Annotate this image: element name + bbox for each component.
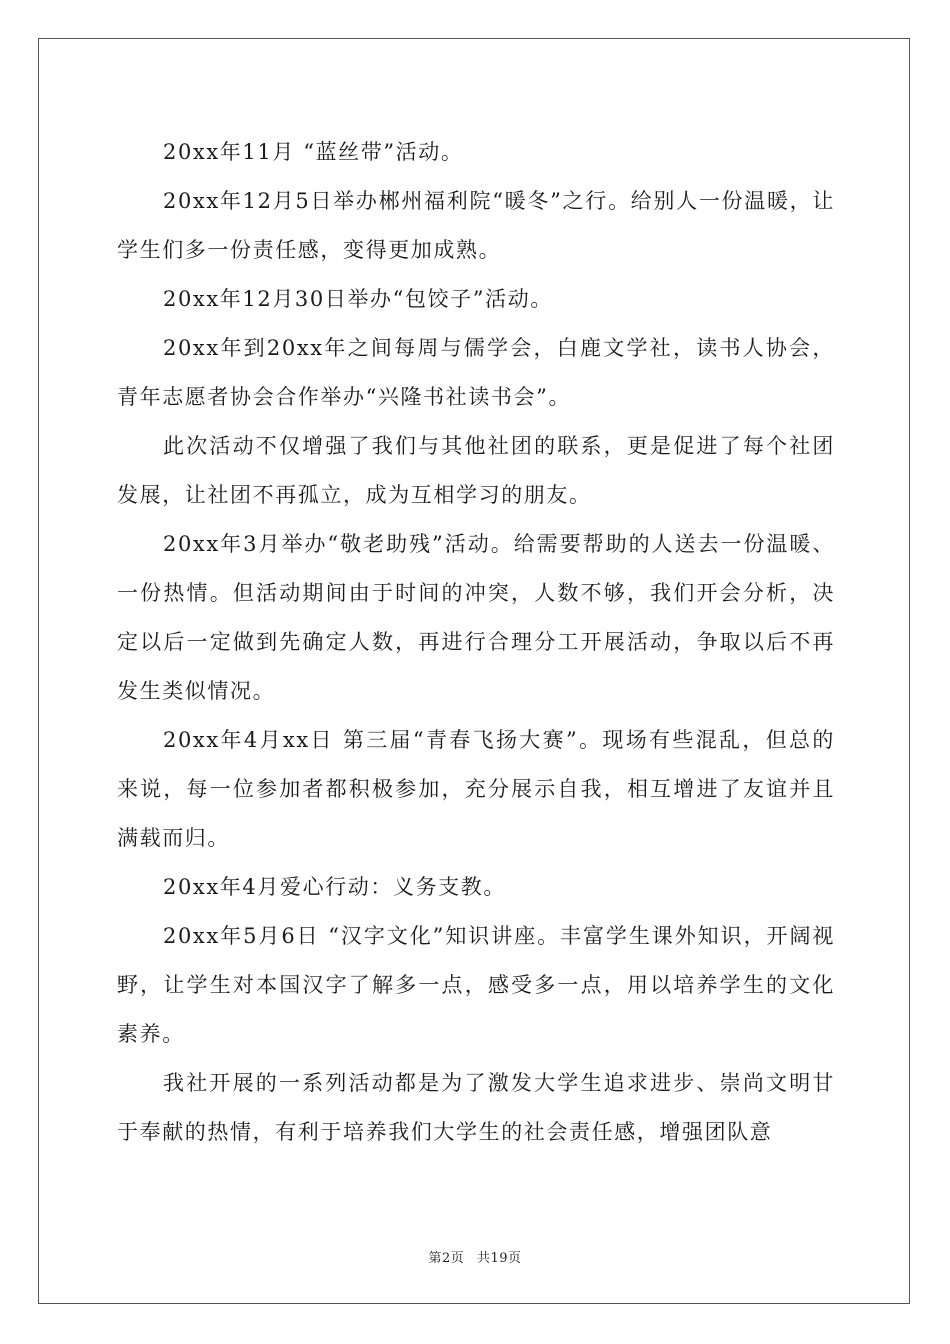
total-pages: 共19页 <box>476 1251 522 1266</box>
document-body <box>117 128 835 1157</box>
paragraph: 20xx年12月5日举办郴州福利院“暖冬”之行。给别人一份温暖，让学生们多一份责任感，变得更加成熟。 <box>117 189 835 262</box>
page-number: 第2页 <box>428 1251 465 1266</box>
paragraph: 20xx年3月举办“敬老助残”活动。给需要帮助的人送去一份温暖、一份热情。但活动期间由于时间的冲突，人数不够，我们开会分析，决定以后一定做到先确定人数，再进行合理分工开展活动，争取以后不再发生类似情况。 <box>117 532 835 703</box>
paragraph: 20xx年到20xx年之间每周与儒学会，白鹿文学社，读书人协会，青年志愿者协会合作举办“兴隆书社读书会”。 <box>117 336 835 409</box>
paragraph: 此次活动不仅增强了我们与其他社团的联系，更是促进了每个社团发展，让社团不再孤立，成为互相学习的朋友。 <box>117 434 835 507</box>
paragraph: 20xx年11月 “蓝丝带”活动。 <box>163 140 464 164</box>
paragraph: 20xx年5月6日 “汉字文化”知识讲座。丰富学生课外知识，开阔视野，让学生对本国汉字了解多一点，感受多一点，用以培养学生的文化素养。 <box>117 924 835 1046</box>
paragraph: 我社开展的一系列活动都是为了激发大学生追求进步、崇尚文明甘于奉献的热情，有利于培养我们大学生的社会责任感，增强团队意 <box>117 1071 835 1144</box>
paragraph: 20xx年4月xx日 第三届“青春飞扬大赛”。现场有些混乱，但总的来说，每一位参加者都积极参加，充分展示自我，相互增进了友谊并且满载而归。 <box>117 728 835 850</box>
paragraph: 20xx年4月爱心行动：义务支教。 <box>163 875 506 899</box>
page-footer <box>0 1247 950 1266</box>
paragraph: 20xx年12月30日举办“包饺子”活动。 <box>163 287 553 311</box>
